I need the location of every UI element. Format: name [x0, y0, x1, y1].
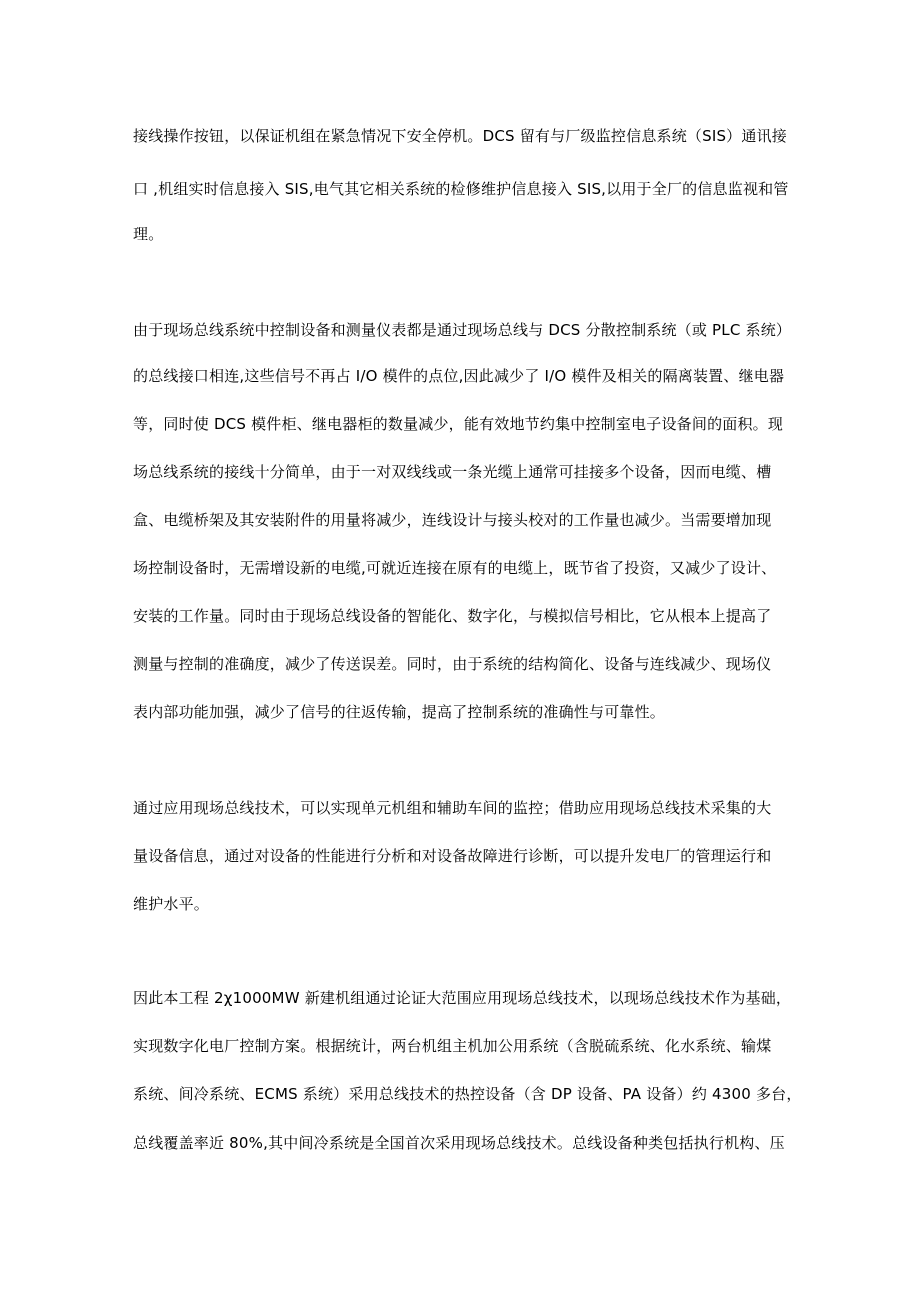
paragraph-2-line-8: 测量与控制的准确度，减少了传送误差。同时，由于系统的结构简化、设备与连线减少、现场仪 — [133, 655, 772, 673]
paragraph-2-line-2: 的总线接口相连,这些信号不再占 I/O 模件的点位,因此减少了 I/O 模件及相关的隔离装置、继电器 — [133, 367, 785, 385]
paragraph-4-line-4: 总线覆盖率近 80%,其中间冷系统是全国首次采用现场总线技术。总线设备种类包括执行机构、压 — [133, 1134, 785, 1152]
paragraph-1-line-1: 接线操作按钮，以保证机组在紧急情况下安全停机。DCS 留有与厂级监控信息系统（SIS）通讯接 — [133, 127, 787, 145]
paragraph-4-line-2: 实现数字化电厂控制方案。根据统计，两台机组主机加公用系统（含脱硫系统、化水系统、输煤 — [133, 1037, 772, 1055]
paragraph-4-line-1: 因此本工程 2χ1000MW 新建机组通过论证大范围应用现场总线技术，以现场总线技术作为基础， — [133, 989, 792, 1007]
paragraph-4-line-3: 系统、间冷系统、ECMS 系统）采用总线技术的热控设备（含 DP 设备、PA 设备）约 4300 多台， — [133, 1085, 802, 1103]
paragraph-3-line-2: 量设备信息，通过对设备的性能进行分析和对设备故障进行诊断，可以提升发电厂的管理运行和 — [133, 847, 772, 865]
paragraph-2-line-4: 场总线系统的接线十分简单，由于一对双线线或一条光缆上通常可挂接多个设备，因而电缆、槽 — [133, 463, 772, 481]
paragraph-3-line-3: 维护水平。 — [133, 895, 210, 913]
paragraph-1-line-3: 理。 — [133, 225, 164, 243]
paragraph-2-line-5: 盒、电缆桥架及其安装附件的用量将减少，连线设计与接头校对的工作量也减少。当需要增加现 — [133, 511, 772, 529]
paragraph-1-line-2: 口 ,机组实时信息接入 SIS,电气其它相关系统的检修维护信息接入 SIS,以用于全厂的信息监视和管 — [133, 180, 789, 198]
paragraph-2-line-3: 等，同时使 DCS 模件柜、继电器柜的数量减少，能有效地节约集中控制室电子设备间的面积。现 — [133, 415, 784, 433]
paragraph-2-line-1: 由于现场总线系统中控制设备和测量仪表都是通过现场总线与 DCS 分散控制系统（或 PLC 系统） — [133, 321, 792, 339]
paragraph-2-line-6: 场控制设备时，无需增设新的电缆,可就近连接在原有的电缆上，既节省了投资，又减少了设计、 — [133, 559, 777, 577]
paragraph-2-line-7: 安装的工作量。同时由于现场总线设备的智能化、数字化，与模拟信号相比，它从根本上提高了 — [133, 607, 772, 625]
paragraph-2-line-9: 表内部功能加强，减少了信号的往返传输，提高了控制系统的准确性与可靠性。 — [133, 703, 666, 721]
paragraph-3-line-1: 通过应用现场总线技术，可以实现单元机组和辅助车间的监控；借助应用现场总线技术采集的大 — [133, 799, 772, 817]
